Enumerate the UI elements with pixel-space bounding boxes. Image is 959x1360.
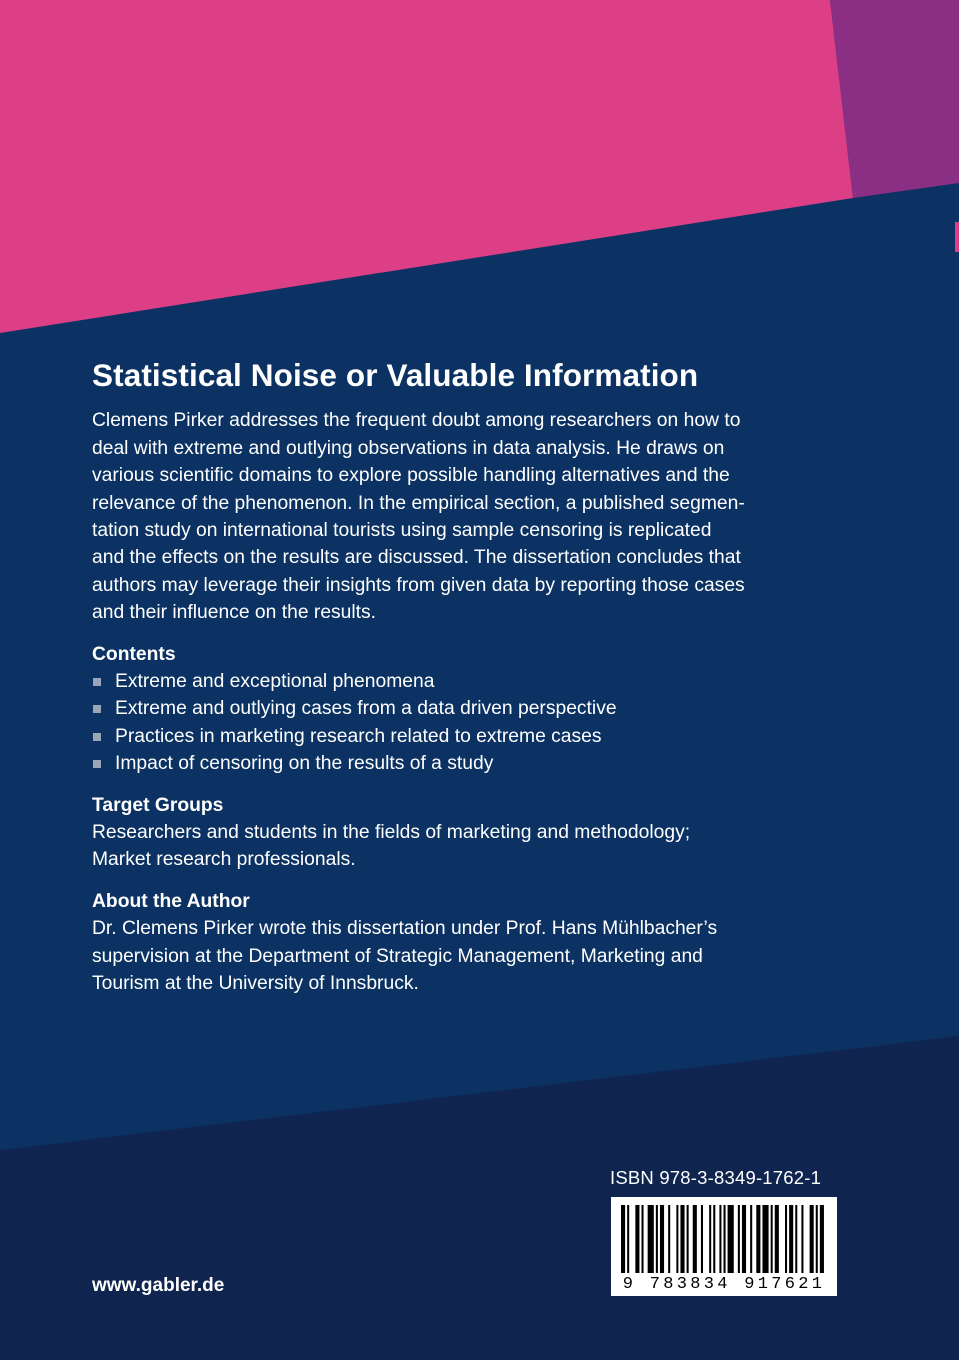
barcode-bar bbox=[789, 1205, 793, 1273]
list-item bbox=[92, 695, 862, 722]
target-groups-line: Market research professionals. bbox=[92, 849, 356, 871]
bullet-square-icon bbox=[93, 733, 101, 741]
barcode-bar bbox=[756, 1205, 760, 1273]
contents-list bbox=[92, 668, 862, 778]
pink-edge-tab bbox=[955, 222, 959, 252]
list-item-text: Extreme and exceptional phenomena bbox=[115, 671, 435, 693]
bullet-square-icon bbox=[93, 760, 101, 768]
barcode-bar bbox=[660, 1205, 664, 1273]
barcode-bar bbox=[687, 1205, 689, 1273]
list-item-text: Practices in marketing research related to extreme cases bbox=[115, 725, 602, 747]
barcode-bar bbox=[775, 1205, 779, 1273]
bullet-square-icon bbox=[93, 678, 101, 686]
description-line: Clemens Pirker addresses the frequent doubt among researchers on how to bbox=[92, 410, 741, 432]
book-title: Statistical Noise or Valuable Information bbox=[92, 357, 699, 393]
description-line: relevance of the phenomenon. In the empirical section, a published segmen- bbox=[92, 492, 745, 514]
bullet-square-icon bbox=[93, 705, 101, 713]
contents-heading: Contents bbox=[92, 643, 176, 665]
barcode-bar bbox=[762, 1205, 768, 1273]
barcode-bar bbox=[713, 1205, 715, 1273]
description bbox=[92, 407, 862, 626]
barcode-bar bbox=[810, 1205, 814, 1273]
about-author-line: Tourism at the University of Innsbruck. bbox=[92, 973, 419, 995]
list-item-text: Impact of censoring on the results of a study bbox=[115, 753, 494, 775]
description-line: authors may leverage their insights from given data by reporting those cases bbox=[92, 574, 745, 596]
barcode-bar bbox=[693, 1205, 697, 1273]
description-line: and the effects on the results are discussed. The dissertation concludes that bbox=[92, 547, 741, 569]
barcode-bar bbox=[771, 1205, 773, 1273]
about-author-text bbox=[92, 915, 862, 997]
barcode-bar bbox=[709, 1205, 711, 1273]
barcode-bar bbox=[668, 1205, 670, 1273]
about-author-heading: About the Author bbox=[92, 890, 250, 912]
barcode-bar bbox=[724, 1205, 726, 1273]
back-cover-text bbox=[92, 356, 862, 998]
description-line: tation study on international tourists using sample censoring is replicated bbox=[92, 520, 712, 541]
barcode-bar bbox=[750, 1205, 752, 1273]
barcode-bar bbox=[820, 1205, 824, 1273]
description-line: deal with extreme and outlying observations in data analysis. He draws on bbox=[92, 437, 725, 459]
target-groups-line: Researchers and students in the fields of marketing and methodology; bbox=[92, 822, 691, 844]
barcode-bar bbox=[816, 1205, 818, 1273]
barcode-bar bbox=[795, 1205, 797, 1273]
barcode-bar bbox=[728, 1205, 734, 1273]
barcode-bar bbox=[642, 1205, 644, 1273]
target-groups-heading: Target Groups bbox=[92, 794, 224, 816]
barcode-bar bbox=[742, 1205, 746, 1273]
about-author-line: supervision at the Department of Strategic Management, Marketing and bbox=[92, 945, 703, 967]
barcode-bar bbox=[621, 1205, 625, 1273]
barcode-bar bbox=[785, 1205, 787, 1273]
description-line: and their influence on the results. bbox=[92, 602, 377, 624]
barcode-bar bbox=[648, 1205, 654, 1273]
website-link[interactable]: www.gabler.de bbox=[92, 1275, 225, 1296]
list-item bbox=[92, 750, 862, 777]
barcode-digits: 9 783834 917621 bbox=[622, 1275, 826, 1294]
description-line: various scientific domains to explore possible handling alternatives and the bbox=[92, 465, 730, 487]
barcode-bar bbox=[627, 1205, 629, 1273]
isbn-barcode bbox=[611, 1197, 837, 1296]
list-item bbox=[92, 668, 862, 695]
barcode-bar bbox=[656, 1205, 658, 1273]
barcode-bar bbox=[719, 1205, 721, 1273]
target-groups-text bbox=[92, 819, 862, 874]
list-item-text: Extreme and outlying cases from a data driven perspective bbox=[115, 698, 617, 720]
barcode-bar bbox=[676, 1205, 678, 1273]
barcode-bar bbox=[635, 1205, 639, 1273]
barcode-bar bbox=[680, 1205, 684, 1273]
about-author-line: Dr. Clemens Pirker wrote this dissertation under Prof. Hans Mühlbacher’s bbox=[92, 918, 718, 940]
barcode-bar bbox=[701, 1205, 703, 1273]
barcode-bar bbox=[738, 1205, 740, 1273]
isbn-label: ISBN 978-3-8349-1762-1 bbox=[610, 1167, 822, 1188]
barcode-bar bbox=[801, 1205, 803, 1273]
list-item bbox=[92, 723, 862, 750]
